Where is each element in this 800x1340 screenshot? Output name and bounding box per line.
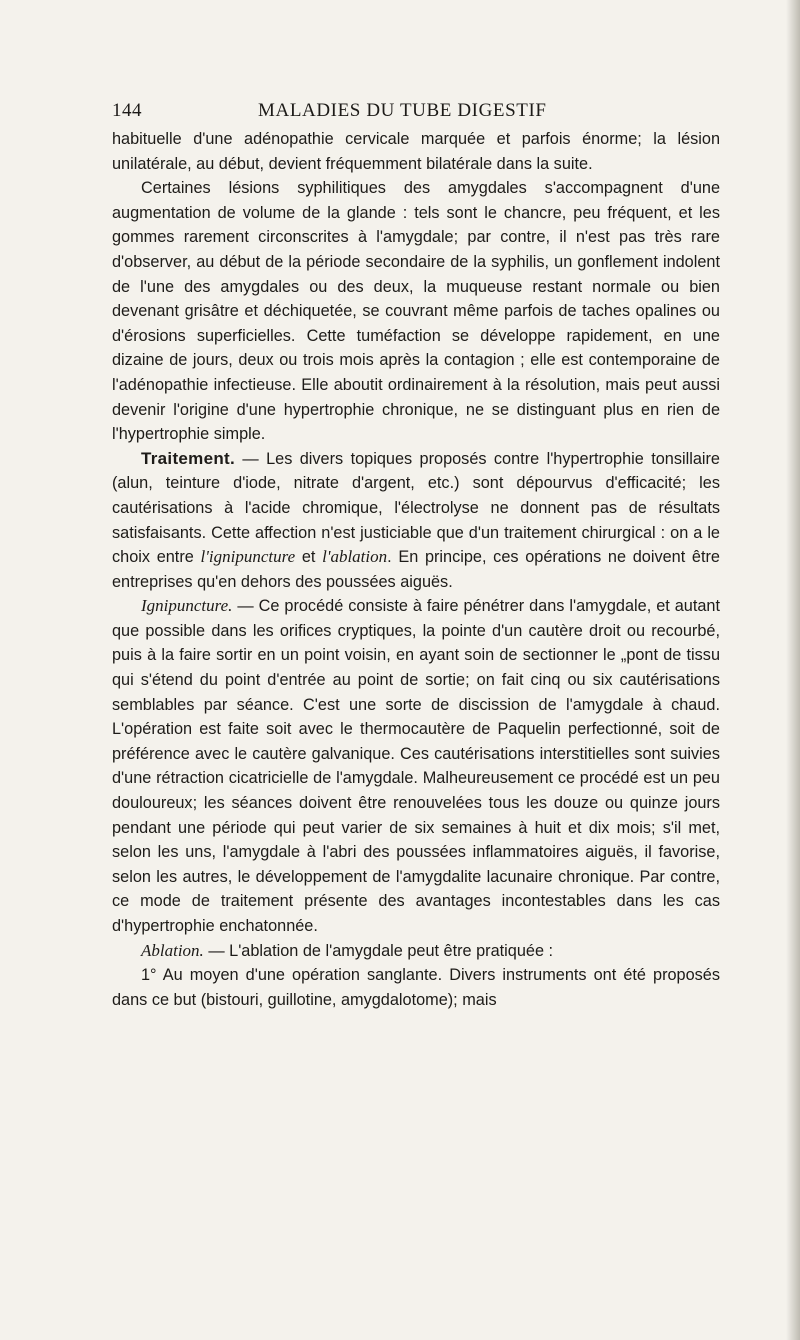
page-number: 144 xyxy=(112,100,142,121)
page-edge-shadow xyxy=(786,0,800,1340)
ignipuncture-heading: Ignipuncture. xyxy=(141,596,233,616)
ignipuncture-text: — Ce procédé consiste à faire pénétrer dans l'amygdale, et autant que possible dans les orifices cryptiques, la pointe d'un cautère droit ou recourbé, puis à la faire sortir en un point voisin, en ayant soin de sectionner le „pont de tissu qui s'étend du point d'entrée au point de sortie; on fait cinq ou six cautérisations semblables par séance. C'est une sorte de discission de l'amygdale à chaud. L'opération est faite soit avec le thermocautère de Paquelin perfectionné, soit de préférence avec le cautère galvanique. Ces cautérisations interstitielles sont suivies d'une rétraction cicatricielle de l'amygdale. Malheureusement ce procédé est un peu douloureux; les séances doivent être renouvelées tous les douze ou quinze jours pendant une période qui peut varier de six semaines à huit et dix mois; s'il met, selon les uns, l'amygdale à l'abri des poussées inflammatoires aiguës, il favorise, selon les autres, le développement de l'amygdalite lacunaire chronique. Par contre, ce mode de traitement présente des avantages incontestables dans les cas d'hypertrophie enchatonnée. xyxy=(112,597,720,935)
paragraph-ignipuncture xyxy=(112,594,720,938)
body-text xyxy=(112,127,720,1012)
treatment-text-c: . En principe, ces opérations ne doivent être entreprises qu'en dehors des poussées aiguës. xyxy=(112,548,720,591)
ablation-text: — L'ablation de l'amygdale peut être pratiquée : xyxy=(203,941,554,960)
treatment-heading: Traitement. xyxy=(141,448,235,468)
treatment-text-b: et xyxy=(295,548,323,567)
running-title: MALADIES DU TUBE DIGESTIF xyxy=(258,100,547,121)
treatment-text-a: — Les divers topiques proposés contre l'hypertrophie tonsillaire (alun, teinture d'iode, nitrate d'argent, etc.) sont dépourvus d'efficacité; les cautérisations à l'acide chromique, l'électrolyse ne donnent pas de résultats satisfaisants. Cette affection n'est justiciable que d'un traitement chirurgical : on a le choix entre xyxy=(112,449,720,567)
paragraph-continuation: habituelle d'une adénopathie cervicale marquée et parfois énorme; la lésion unilatérale, au début, devient fréquemment bilatérale dans la suite. xyxy=(112,130,720,173)
paragraph-syphilis: Certaines lésions syphilitiques des amygdales s'accompagnent d'une augmentation de volume de la glande : tels sont le chancre, peu fréquent, et les gommes rarement circonscrites à l'amygdale; par contre, il n'est pas très rare d'observer, au début de la période secondaire de la syphilis, un gonflement indolent de l'une des amygdales ou des deux, la muqueuse restant normale ou bien devenant grisâtre et déchiquetée, se couvrant même parfois de taches opalines ou d'érosions superficielles. Cette tuméfaction se développe rapidement, en une dizaine de jours, deux ou trois mois après la contagion ; elle est contemporaine de l'adénopathie infectieuse. Elle aboutit ordinairement à la résolution, mais peut aussi devenir l'origine d'une hypertrophie chronique, ne se distinguant plus en rien de l'hypertrophie simple. xyxy=(112,179,720,444)
ablation-heading: Ablation. xyxy=(141,940,204,960)
term-ablation: l'ablation xyxy=(322,547,388,567)
term-ignipuncture: l'ignipuncture xyxy=(200,547,296,567)
page-header xyxy=(112,100,720,128)
paragraph-treatment xyxy=(112,447,720,595)
paragraph-ablation xyxy=(112,939,720,964)
paragraph-ablation-method-1: 1° Au moyen d'une opération sanglante. Divers instruments ont été proposés dans ce but (bistouri, guillotine, amygdalotome); mais xyxy=(112,966,720,1009)
